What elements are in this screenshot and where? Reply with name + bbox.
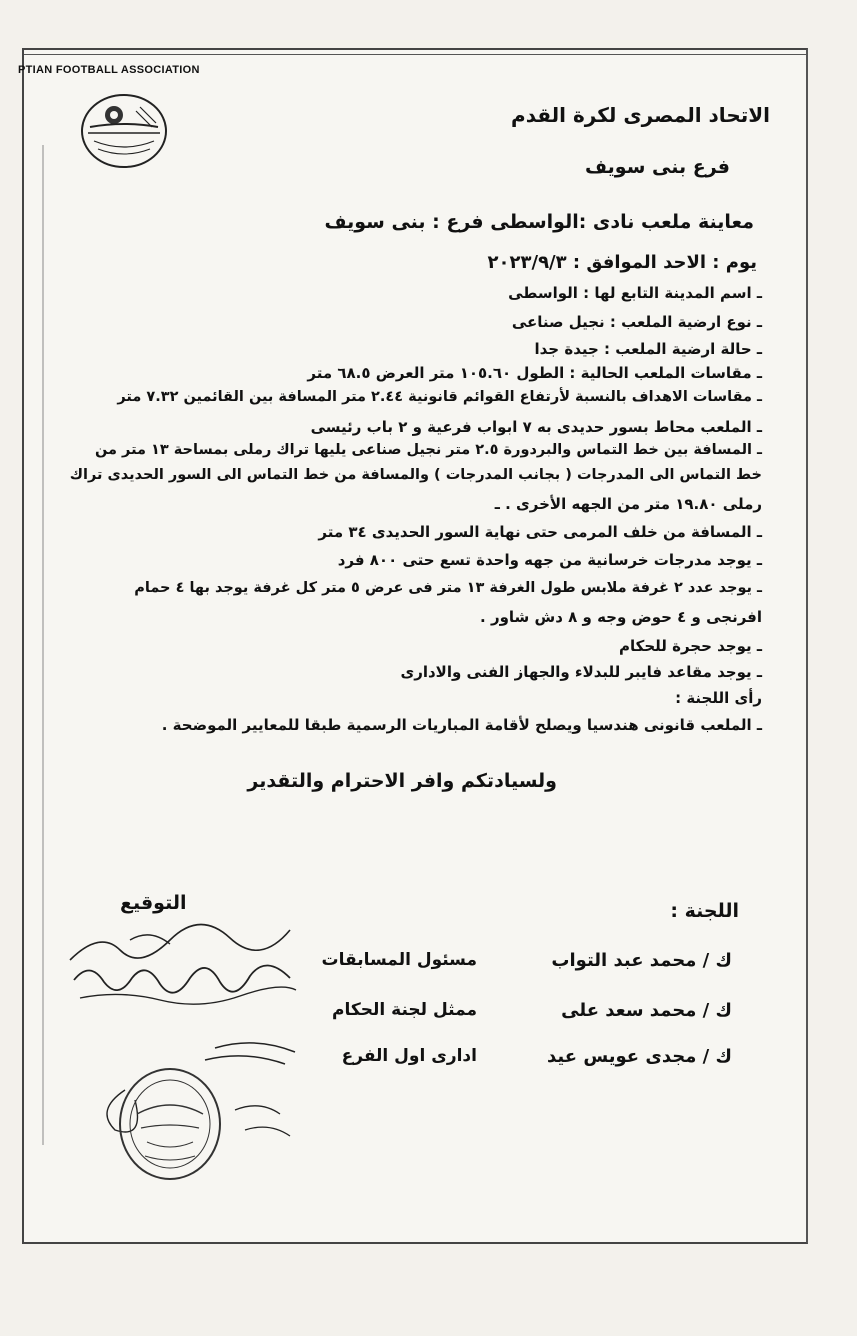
detail-line: ـ الملعب محاط بسور حديدى به ٧ ابواب فرعية و ٢ باب رئيسى <box>310 418 762 436</box>
inspection-date: يوم : الاحد الموافق : ٢٠٢٣/٩/٣ <box>487 252 757 273</box>
top-border <box>24 54 806 55</box>
detail-line: رملى ١٩.٨٠ متر من الجهه الأخرى . ـ <box>494 495 762 513</box>
detail-line: ـ مقاسات الاهداف بالنسبة لأرتفاع القوائم قانونية ٢.٤٤ متر المسافة بين القائمين ٧.٣٢ متر <box>117 389 762 405</box>
detail-line: ـ مقاسات الملعب الحالية : الطول ١٠٥.٦٠ متر العرض ٦٨.٥ متر <box>307 364 762 382</box>
left-margin-mark <box>40 145 46 1145</box>
detail-line: ـ نوع ارضية الملعب : نجيل صناعى <box>511 313 762 331</box>
member-name: ك / مجدى عويس عيد <box>547 1046 732 1067</box>
detail-line: ـ يوجد مدرجات خرسانية من جهه واحدة تسع حتى ٨٠٠ فرد <box>337 551 762 569</box>
detail-line: ـ يوجد مقاعد فايبر للبدلاء والجهاز الفنى والادارى <box>400 663 762 681</box>
detail-line: افرنجى و ٤ حوض وجه و ٨ دش شاور . <box>480 608 762 626</box>
committee-opinion: ـ الملعب قانونى هندسيا ويصلح لأقامة المباريات الرسمية طبقا للمعايير الموضحة . <box>161 716 762 734</box>
signature-title: التوقيع <box>120 892 187 914</box>
detail-line: ـ المسافة بين خط التماس والبردورة ٢.٥ متر نجيل صناعى يليها تراك رملى بمساحة ١٣ متر من <box>94 442 762 458</box>
inspection-subject: معاينة ملعب نادى :الواسطى فرع : بنى سويف <box>324 211 754 233</box>
member-role: ممثل لجنة الحكام <box>332 1000 477 1020</box>
detail-line: خط التماس الى المدرجات ( بجانب المدرجات ) والمسافة من خط التماس الى السور الحديدى تراك <box>69 467 762 483</box>
detail-line: ـ اسم المدينة التابع لها : الواسطى <box>508 284 762 302</box>
branch-name: فرع بنى سويف <box>585 156 730 178</box>
efa-logo-icon <box>80 93 168 173</box>
member-name: ك / محمد سعد على <box>561 1000 732 1021</box>
official-seal-icon <box>117 1066 223 1182</box>
committee-title: اللجنة : <box>670 900 739 922</box>
detail-line: ـ يوجد عدد ٢ غرفة ملابس طول الغرفة ١٣ متر فى عرض ٥ متر كل غرفة يوجد بها ٤ حمام <box>134 580 762 596</box>
member-role: ادارى اول الفرع <box>341 1046 477 1066</box>
association-header-en: PTIAN FOOTBALL ASSOCIATION <box>18 64 200 76</box>
member-role: مسئول المسابقات <box>321 950 477 970</box>
committee-opinion-label: رأى اللجنة : <box>675 689 762 707</box>
handwritten-signatures <box>60 920 300 1020</box>
closing-regards: ولسيادتكم وافر الاحترام والتقدير <box>247 770 557 792</box>
member-name: ك / محمد عبد التواب <box>551 950 732 971</box>
detail-line: ـ حالة ارضية الملعب : جيدة جدا <box>534 340 762 358</box>
detail-line: ـ يوجد حجرة للحكام <box>618 637 762 655</box>
detail-line: ـ المسافة من خلف المرمى حتى نهاية السور الحديدى ٣٤ متر <box>318 523 762 541</box>
organization-title: الاتحاد المصرى لكرة القدم <box>511 103 770 127</box>
